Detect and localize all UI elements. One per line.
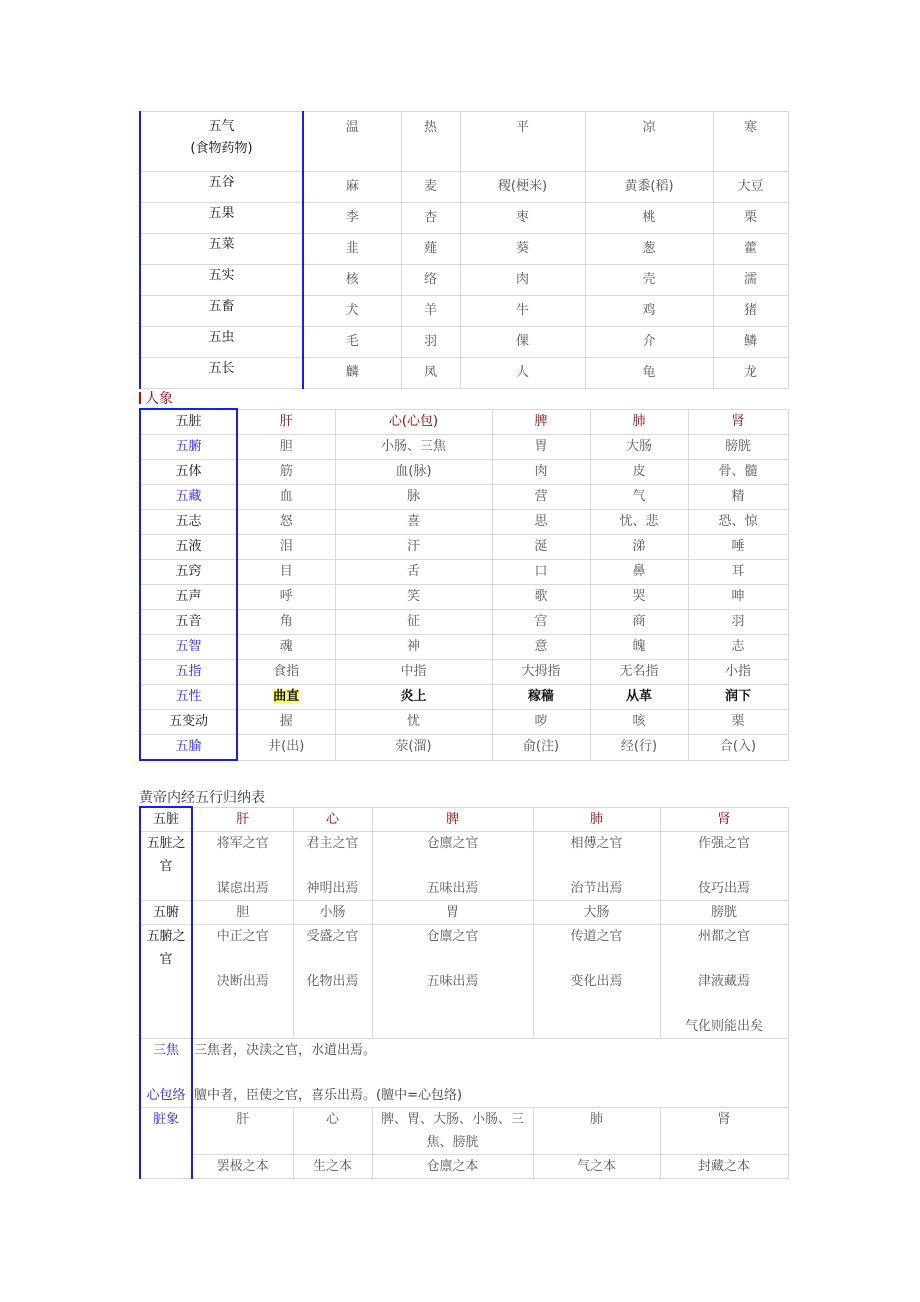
- row-label: 五脏: [140, 409, 237, 435]
- cell: 口: [492, 560, 590, 585]
- row-label: 五腧: [140, 735, 237, 761]
- cell: 笑: [335, 585, 492, 610]
- cell: 小指: [688, 660, 788, 685]
- table-row: [140, 296, 788, 327]
- cell: 骨、髓: [688, 460, 788, 485]
- cell: 麟: [303, 358, 401, 389]
- cell: 韭: [303, 234, 401, 265]
- cell: 呼: [237, 585, 335, 610]
- table-caption: 黄帝内经五行归纳表: [139, 790, 265, 806]
- row-label: 五菜: [140, 234, 303, 265]
- cell: 鳞: [713, 327, 788, 358]
- cell: 筋: [237, 460, 335, 485]
- cell: 传道之官 变化出焉: [533, 925, 660, 1039]
- row-label: 三焦 心包络: [140, 1039, 192, 1108]
- row-label: 五变动: [140, 710, 237, 735]
- row-label: 脏象: [140, 1108, 192, 1179]
- table-row: [140, 358, 788, 389]
- cell: 猪: [713, 296, 788, 327]
- cell: 麦: [401, 172, 460, 203]
- cell: 藿: [713, 234, 788, 265]
- cell: 膀胱: [688, 435, 788, 460]
- table-row: [140, 1155, 788, 1179]
- header-row: [140, 409, 788, 435]
- row-label: 五指: [140, 660, 237, 685]
- cell: 介: [585, 327, 713, 358]
- cell: 稼穑: [492, 685, 590, 710]
- cell: 角: [237, 610, 335, 635]
- header-cell: 肝: [237, 409, 335, 435]
- cell: 生之本: [293, 1155, 372, 1179]
- table-row: [140, 925, 788, 1039]
- cell: 凤: [401, 358, 460, 389]
- cell: 大肠: [590, 435, 688, 460]
- cell: 牛: [460, 296, 585, 327]
- cell: 中指: [335, 660, 492, 685]
- cell: 胃: [492, 435, 590, 460]
- cell: 络: [401, 265, 460, 296]
- cell: 握: [237, 710, 335, 735]
- cell: 商: [590, 610, 688, 635]
- cell: 小肠: [293, 901, 372, 925]
- cell: 桃: [585, 203, 713, 234]
- cell: 羽: [401, 327, 460, 358]
- cell: 脾、胃、大肠、小肠、三焦、膀胱: [372, 1108, 533, 1155]
- row-label: 五腑之 官: [140, 925, 192, 1039]
- cell: 宫: [492, 610, 590, 635]
- table-row: [140, 327, 788, 358]
- table-row: [140, 234, 788, 265]
- cell: 涎: [492, 535, 590, 560]
- cell: 小肠、三焦: [335, 435, 492, 460]
- table-row: [140, 460, 788, 485]
- row-label: 五谷: [140, 172, 303, 203]
- row-label: 五志: [140, 510, 237, 535]
- cell: 黄黍(稻): [585, 172, 713, 203]
- cell: 壳: [585, 265, 713, 296]
- cell: 麻: [303, 172, 401, 203]
- row-label: 五体: [140, 460, 237, 485]
- cell: 相傅之官 治节出焉: [533, 832, 660, 901]
- table-row: [140, 535, 788, 560]
- cell: 寒: [713, 112, 788, 172]
- cell: 耳: [688, 560, 788, 585]
- cell: 炎上: [335, 685, 492, 710]
- row-label: 五性: [140, 685, 237, 710]
- cell: 肉: [492, 460, 590, 485]
- cell: 合(入): [688, 735, 788, 761]
- cell: 葱: [585, 234, 713, 265]
- cell: 封藏之本: [660, 1155, 788, 1179]
- cell: 倮: [460, 327, 585, 358]
- table-row: [140, 635, 788, 660]
- cell: 仓廪之官 五味出焉: [372, 925, 533, 1039]
- human-five-elements-table: [139, 408, 789, 761]
- row-label: 五腑: [140, 901, 192, 925]
- table-row: [140, 901, 788, 925]
- cell: 血: [237, 485, 335, 510]
- cell: 作强之官 伎巧出焉: [660, 832, 788, 901]
- cell: 龟: [585, 358, 713, 389]
- cell: 大拇指: [492, 660, 590, 685]
- header-cell: 心: [293, 807, 372, 832]
- header-cell: 肝: [192, 807, 293, 832]
- cell: 舌: [335, 560, 492, 585]
- cell: 李: [303, 203, 401, 234]
- section-title: 人象: [139, 388, 173, 408]
- section-marker: [139, 392, 141, 404]
- table-row: [140, 585, 788, 610]
- cell: 意: [492, 635, 590, 660]
- row-label: 五窍: [140, 560, 237, 585]
- cell: 鼻: [590, 560, 688, 585]
- cell: 神: [335, 635, 492, 660]
- cell: 杏: [401, 203, 460, 234]
- cell: 核: [303, 265, 401, 296]
- cell: 枣: [460, 203, 585, 234]
- cell: 目: [237, 560, 335, 585]
- header-cell: 肺: [590, 409, 688, 435]
- row-label: 五气 (食物药物): [140, 112, 303, 172]
- row-label: 五虫: [140, 327, 303, 358]
- cell: 魂: [237, 635, 335, 660]
- cell: 肾: [660, 1108, 788, 1155]
- table-row: [140, 710, 788, 735]
- row-label: 五长: [140, 358, 303, 389]
- header-cell: 脾: [492, 409, 590, 435]
- table-row: [140, 610, 788, 635]
- table-row: [140, 510, 788, 535]
- cell: 羽: [688, 610, 788, 635]
- cell: 温: [303, 112, 401, 172]
- cell: 膀胱: [660, 901, 788, 925]
- header-cell: 肺: [533, 807, 660, 832]
- huangdi-neijing-table: [139, 806, 789, 1179]
- cell: 鸡: [585, 296, 713, 327]
- cell: 血(脉): [335, 460, 492, 485]
- cell: 咳: [590, 710, 688, 735]
- table-row: [140, 1108, 788, 1155]
- cell: 羊: [401, 296, 460, 327]
- cell: 受盛之官 化物出焉: [293, 925, 372, 1039]
- cell: 忧: [335, 710, 492, 735]
- row-label: 五脏之 官: [140, 832, 192, 901]
- row-label: 五果: [140, 203, 303, 234]
- row-label: 五音: [140, 610, 237, 635]
- cell: 仓廪之官 五味出焉: [372, 832, 533, 901]
- table-row: [140, 560, 788, 585]
- cell: 栗: [713, 203, 788, 234]
- cell: 荥(溜): [335, 735, 492, 761]
- cell: 热: [401, 112, 460, 172]
- cell: 润下: [688, 685, 788, 710]
- table-row: [140, 112, 788, 172]
- table-row: [140, 172, 788, 203]
- cell: 栗: [688, 710, 788, 735]
- table-row: [140, 265, 788, 296]
- cell: 罢极之本: [192, 1155, 293, 1179]
- row-label: 五智: [140, 635, 237, 660]
- table-row: [140, 832, 788, 901]
- cell: 稷(梗米): [460, 172, 585, 203]
- cell: [237, 685, 335, 710]
- cell: 州都之官 津液藏焉 气化则能出矣: [660, 925, 788, 1039]
- row-label: 五实: [140, 265, 303, 296]
- cell: 心: [293, 1108, 372, 1155]
- cell: 魄: [590, 635, 688, 660]
- cell: 犬: [303, 296, 401, 327]
- cell: 歌: [492, 585, 590, 610]
- header-cell: 肾: [660, 807, 788, 832]
- row-label: 五声: [140, 585, 237, 610]
- row-label: 五液: [140, 535, 237, 560]
- cell: 俞(注): [492, 735, 590, 761]
- cell: 涕: [590, 535, 688, 560]
- cell: 胃: [372, 901, 533, 925]
- cell: 喜: [335, 510, 492, 535]
- row-label: 五腑: [140, 435, 237, 460]
- row-label: 五畜: [140, 296, 303, 327]
- cell: 将军之官 谋虑出焉: [192, 832, 293, 901]
- cell: 志: [688, 635, 788, 660]
- cell: 恐、惊: [688, 510, 788, 535]
- cell: 哕: [492, 710, 590, 735]
- table-row: [140, 435, 788, 460]
- cell: 平: [460, 112, 585, 172]
- header-cell: 肾: [688, 409, 788, 435]
- header-cell: 脾: [372, 807, 533, 832]
- cell: 君主之官 神明出焉: [293, 832, 372, 901]
- header-row: [140, 807, 788, 832]
- cell: 龙: [713, 358, 788, 389]
- cell: 从革: [590, 685, 688, 710]
- cell: 凉: [585, 112, 713, 172]
- cell: 人: [460, 358, 585, 389]
- cell: 忧、悲: [590, 510, 688, 535]
- cell: 皮: [590, 460, 688, 485]
- cell: 井(出): [237, 735, 335, 761]
- cell: 濡: [713, 265, 788, 296]
- cell: 气: [590, 485, 688, 510]
- cell: 肺: [533, 1108, 660, 1155]
- table-row: [140, 685, 788, 710]
- cell: 怒: [237, 510, 335, 535]
- cell: 营: [492, 485, 590, 510]
- food-five-elements-table: [139, 111, 789, 389]
- cell: 汗: [335, 535, 492, 560]
- cell: 气之本: [533, 1155, 660, 1179]
- row-label: 五藏: [140, 485, 237, 510]
- row-label: 五脏: [140, 807, 192, 832]
- cell: 薤: [401, 234, 460, 265]
- cell: 无名指: [590, 660, 688, 685]
- cell: 脉: [335, 485, 492, 510]
- cell: 中正之官 决断出焉: [192, 925, 293, 1039]
- cell: 大肠: [533, 901, 660, 925]
- cell: 肉: [460, 265, 585, 296]
- cell: 精: [688, 485, 788, 510]
- cell: 食指: [237, 660, 335, 685]
- cell: 泪: [237, 535, 335, 560]
- table-row: [140, 660, 788, 685]
- cell: 哭: [590, 585, 688, 610]
- table-row: [140, 485, 788, 510]
- cell: 胆: [237, 435, 335, 460]
- cell: 三焦者，决渎之官，水道出焉。 膻中者，臣使之官，喜乐出焉。(膻中=心包络): [192, 1039, 788, 1108]
- cell: 仓廪之本: [372, 1155, 533, 1179]
- cell: 征: [335, 610, 492, 635]
- table-row: [140, 1039, 788, 1108]
- cell: 毛: [303, 327, 401, 358]
- cell: 大豆: [713, 172, 788, 203]
- cell: 肝: [192, 1108, 293, 1155]
- cell: 呻: [688, 585, 788, 610]
- highlighted-text: 曲直: [273, 689, 300, 704]
- cell: 经(行): [590, 735, 688, 761]
- header-cell: 心(心包): [335, 409, 492, 435]
- cell: 胆: [192, 901, 293, 925]
- table-row: [140, 203, 788, 234]
- table-row: [140, 735, 788, 761]
- cell: 思: [492, 510, 590, 535]
- cell: 唾: [688, 535, 788, 560]
- cell: 葵: [460, 234, 585, 265]
